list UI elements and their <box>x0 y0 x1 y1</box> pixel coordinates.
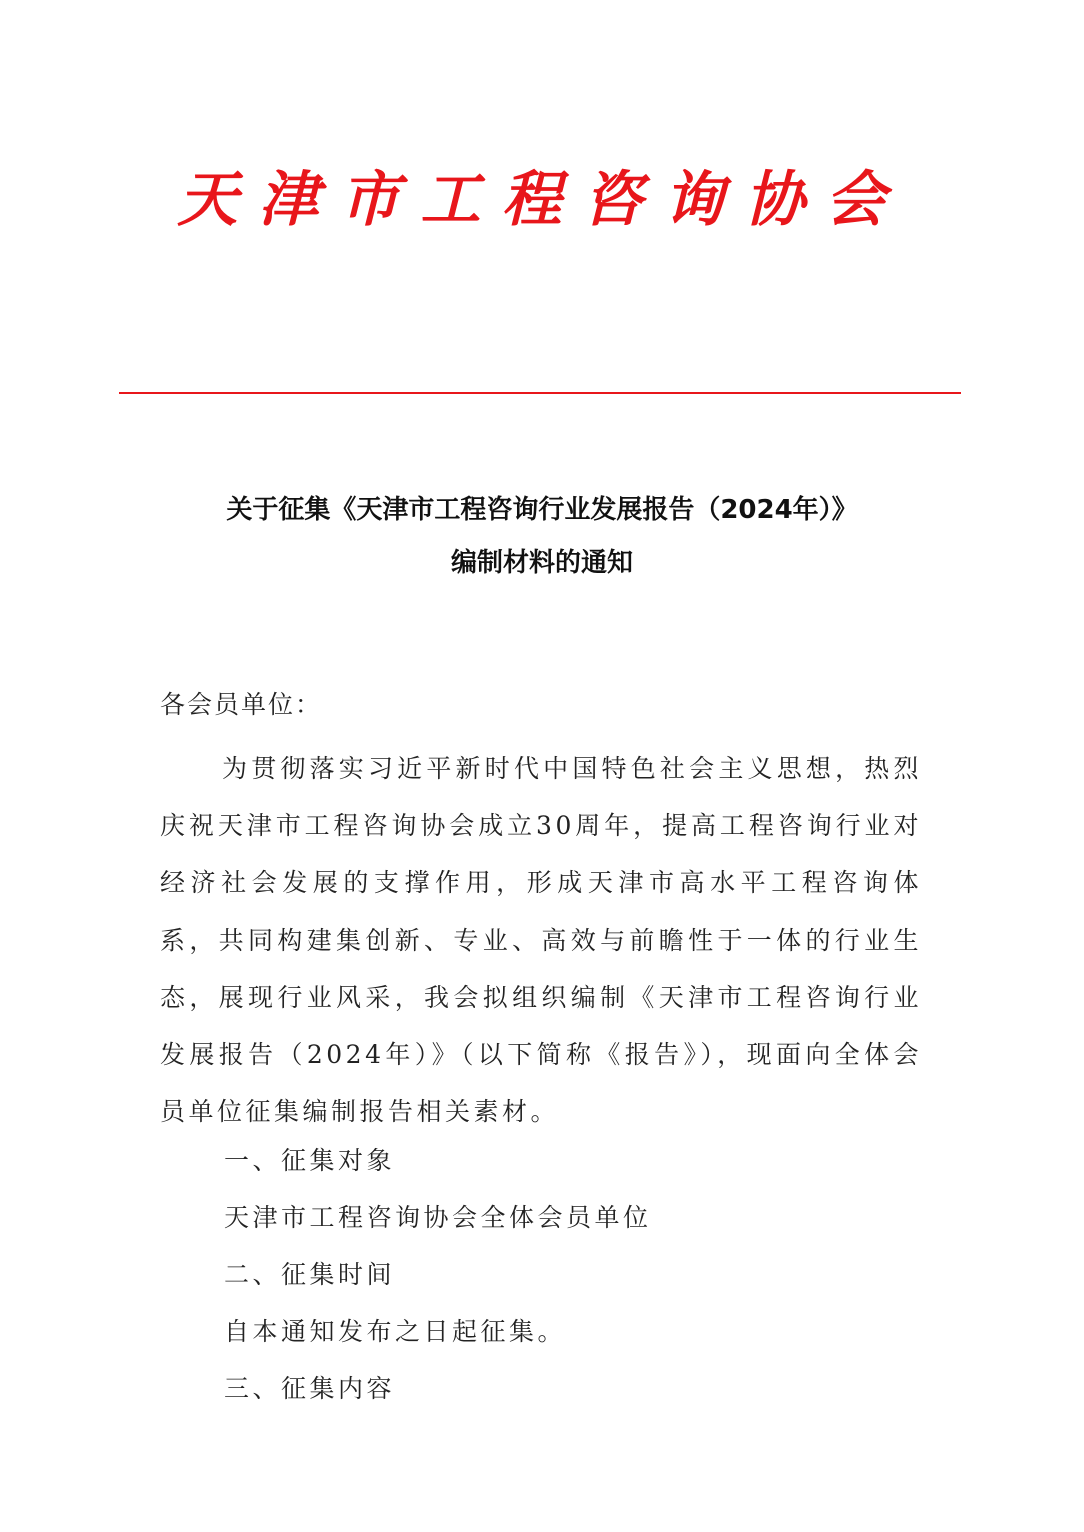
letterhead-red-divider <box>119 392 961 394</box>
section-heading-3: 三、征集内容 <box>224 1374 396 1403</box>
document-title-line-2: 编制材料的通知 <box>450 548 633 578</box>
section-heading-1: 一、征集对象 <box>224 1146 396 1175</box>
body-paragraph: 为贯彻落实习近平新时代中国特色社会主义思想，热烈庆祝天津市工程咨询协会成立30周年，提高工程咨询行业对经济社会发展的支撑作用，形成天津市高水平工程咨询体系，共同构建集创新、专业、高效与前瞻性于一体的行业生态，展现行业风采，我会拟组织编制《天津市工程咨询行业发展报告（2024年）》（以下简称《报告》），现面向全体会员单位征集编制报告相关素材。 <box>160 754 922 1127</box>
salutation: 各会员单位： <box>160 690 323 719</box>
letterhead-organization-name: 天津市工程咨询协会 <box>177 165 907 235</box>
section-content-2: 自本通知发布之日起征集。 <box>224 1317 567 1346</box>
document-title-line-1: 关于征集《天津市工程咨询行业发展报告（2024年）》 <box>226 495 858 525</box>
section-content-1: 天津市工程咨询协会全体会员单位 <box>224 1203 652 1232</box>
section-heading-2: 二、征集时间 <box>224 1260 396 1289</box>
